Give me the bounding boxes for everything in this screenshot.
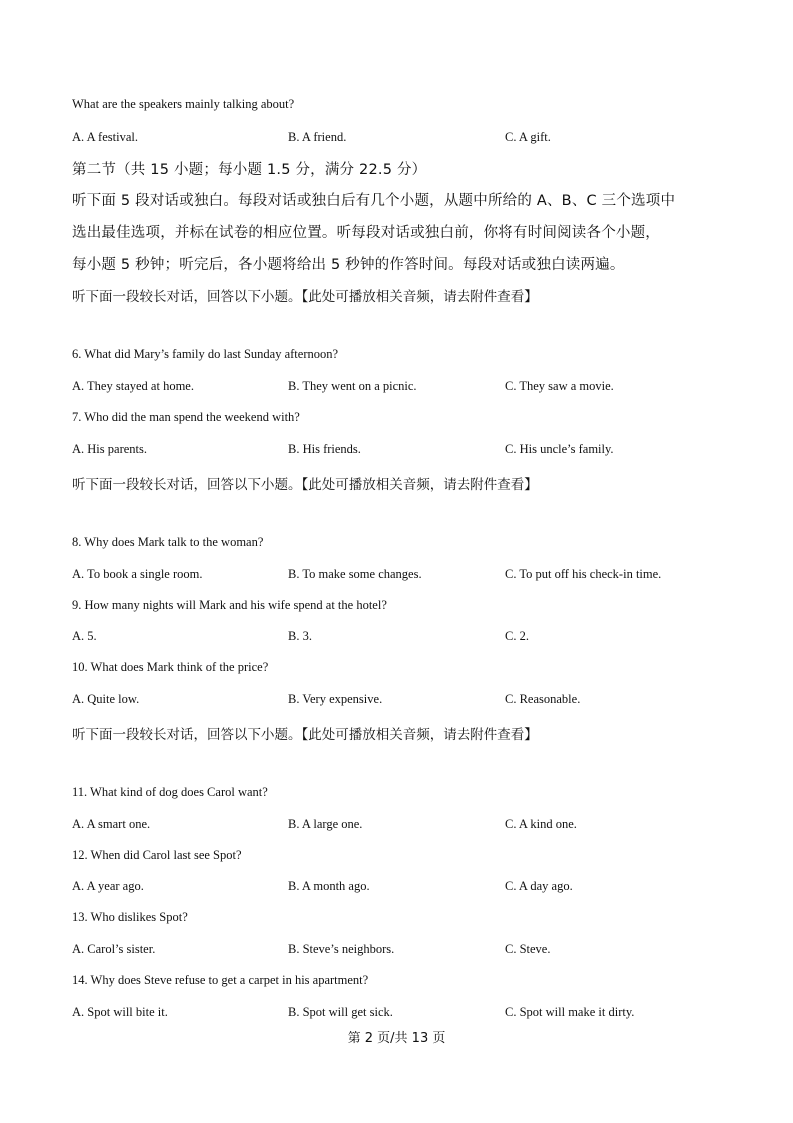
listen-prompt: 听下面一段较长对话，回答以下小题。【此处可播放相关音频，请去附件查看】 [72, 477, 538, 493]
option-a: A. Spot will bite it. [72, 1005, 168, 1019]
option-a: A. They stayed at home. [72, 379, 194, 393]
option-a: A. A festival. [72, 130, 138, 144]
option-a: A. Quite low. [72, 692, 140, 706]
option-b: B. Steve’s neighbors. [288, 942, 395, 956]
option-a: A. 5. [72, 629, 97, 643]
question-text: 9. How many nights will Mark and his wife spend at the hotel? [72, 598, 387, 612]
option-b: B. To make some changes. [288, 567, 422, 581]
instruction-line: 选出最佳选项，并标在试卷的相应位置。听每段对话或独白前，你将有时间阅读各个小题， [72, 225, 660, 241]
option-a: A. To book a single room. [72, 567, 203, 581]
option-b: B. A month ago. [288, 879, 370, 893]
option-c: C. They saw a movie. [505, 379, 614, 393]
option-c: C. Spot will make it dirty. [505, 1005, 635, 1019]
option-b: B. They went on a picnic. [288, 379, 417, 393]
question-text: 13. Who dislikes Spot? [72, 910, 188, 924]
option-b: B. Spot will get sick. [288, 1005, 393, 1019]
option-c: C. 2. [505, 629, 529, 643]
instruction-line: 每小题 5 秒钟；听完后，各小题将给出 5 秒钟的作答时间。每段对话或独白读两遍。 [72, 257, 625, 273]
option-a: A. Carol’s sister. [72, 942, 156, 956]
option-a: A. His parents. [72, 442, 147, 456]
question-text: 6. What did Mary’s family do last Sunday afternoon? [72, 347, 339, 361]
listen-prompt: 听下面一段较长对话，回答以下小题。【此处可播放相关音频，请去附件查看】 [72, 727, 538, 743]
section-heading: 第二节（共 15 小题；每小题 1.5 分，满分 22.5 分） [72, 162, 427, 178]
option-b: B. Very expensive. [288, 692, 383, 706]
option-c: C. A kind one. [505, 817, 577, 831]
question-text: 12. When did Carol last see Spot? [72, 848, 242, 862]
question-text: What are the speakers mainly talking about? [72, 97, 295, 111]
question-text: 10. What does Mark think of the price? [72, 660, 269, 674]
question-text: 7. Who did the man spend the weekend with? [72, 410, 300, 424]
option-c: C. A day ago. [505, 879, 573, 893]
page-number: 第 2 页/共 13 页 [347, 1031, 446, 1046]
listen-prompt: 听下面一段较长对话，回答以下小题。【此处可播放相关音频，请去附件查看】 [72, 289, 538, 305]
option-c: C. A gift. [505, 130, 551, 144]
option-a: A. A year ago. [72, 879, 144, 893]
question-text: 11. What kind of dog does Carol want? [72, 785, 268, 799]
option-c: C. His uncle’s family. [505, 442, 614, 456]
option-c: C. Reasonable. [505, 692, 581, 706]
option-b: B. 3. [288, 629, 312, 643]
option-b: B. His friends. [288, 442, 361, 456]
question-text: 14. Why does Steve refuse to get a carpet in his apartment? [72, 973, 369, 987]
question-text: 8. Why does Mark talk to the woman? [72, 535, 264, 549]
option-b: B. A friend. [288, 130, 347, 144]
option-a: A. A smart one. [72, 817, 151, 831]
option-c: C. To put off his check-in time. [505, 567, 662, 581]
option-c: C. Steve. [505, 942, 551, 956]
instruction-line: 听下面 5 段对话或独白。每段对话或独白后有几个小题，从题中所给的 A、B、C 三个选项中 [72, 193, 676, 209]
option-b: B. A large one. [288, 817, 363, 831]
